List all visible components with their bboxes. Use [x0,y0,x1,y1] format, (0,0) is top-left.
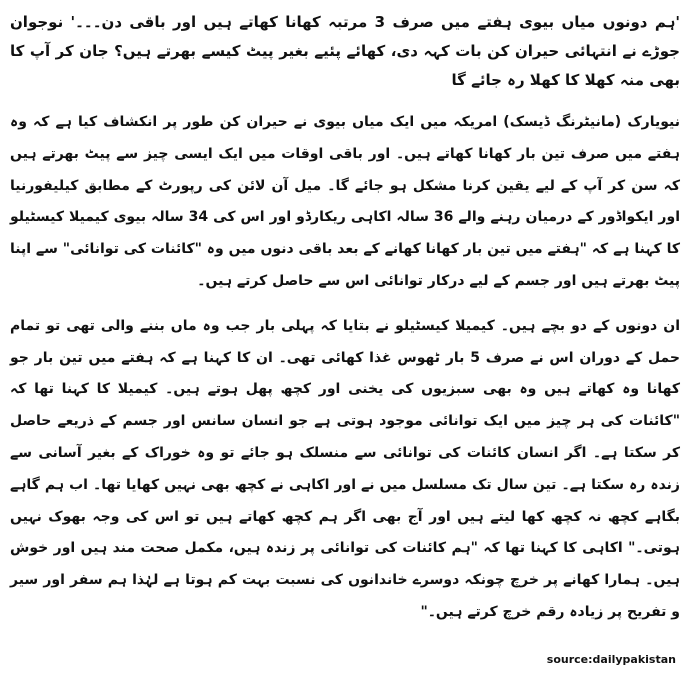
article-paragraph-1: نیویارک (مانیٹرنگ ڈیسک) امریکہ میں ایک میاں بیوی نے حیران کن طور پر انکشاف کیا ہے کہ وہ ہفتے میں صرف تین بار کھانا کھاتے ہیں۔ اور باقی اوقات میں ایک ایسی چیز سے پیٹ بھرتے ہیں کہ سن کر آپ کے لیے یقین کرنا مشکل ہو جائے گا۔ میل آن لائن کی رپورٹ کے مطابق کیلیفورنیا اور ایکواڈور کے درمیان رہنے والے 36 سالہ اکاہی ریکارڈو اور اس کی 34 سالہ بیوی کیمیلا کیسٹیلو کا کہنا ہے کہ "ہفتے میں تین بار کھانا کھانے کے بعد باقی دنوں میں وہ "کائنات کی توانائی" سے اپنا پیٹ بھرتے ہیں اور جسم کے لیے درکار توانائی اس سے حاصل کرتے ہیں۔ [10,114,680,289]
article-paragraph-2: ان دونوں کے دو بچے ہیں۔ کیمیلا کیسٹیلو نے بتایا کہ پہلی بار جب وہ ماں بننے والی تھی تو تمام حمل کے دوران اس نے صرف 5 بار ٹھوس غذا کھائی تھی۔ ان کا کہنا ہے کہ ہفتے میں تین بار جو کھانا وہ کھاتے ہیں وہ بھی سبزیوں کی یخنی اور کچھ پھل ہوتے ہیں۔ کیمیلا کا کہنا تھا کہ "کائنات کی ہر چیز میں ایک توانائی موجود ہوتی ہے جو انسان سانس اور جسم کے ذریعے حاصل کر سکتا ہے۔ اگر انسان کائنات کی توانائی سے منسلک ہو جائے تو وہ خوراک کے بغیر آسانی سے زندہ رہ سکتا ہے۔ تین سال تک مسلسل میں نے اور اکاہی نے کچھ بھی نہیں کھایا تھا۔ اب ہم گاہے بگاہے کچھ نہ کچھ کھا لیتے ہیں اور آج بھی اگر ہم کچھ کھاتے ہیں تو اس کی وجہ بھوک نہیں ہوتی۔" اکاہی کا کہنا تھا کہ "ہم کائنات کی توانائی پر زندہ ہیں، مکمل صحت مند ہیں اور خوش ہیں۔ ہمارا کھانے پر خرچ چونکہ دوسرے خاندانوں کی نسبت بہت کم ہوتا ہے لہٰذا ہم سفر اور سیر و تفریح پر زیادہ رقم خرچ کرتے ہیں۔" [10,317,680,620]
article-headline: 'ہم دونوں میاں بیوی ہفتے میں صرف 3 مرتبہ کھانا کھاتے ہیں اور باقی دن۔۔۔' نوجوان جوڑے نے انتہائی حیران کن بات کہہ دی، کھائے پئیے بغیر پیٹ کیسے بھرتے ہیں؟ جان کر آپ کا بھی منہ کھلا کا کھلا رہ جائے گا [10,13,681,89]
source-credit: source:dailypakistan [546,653,676,666]
article [10,8,680,642]
